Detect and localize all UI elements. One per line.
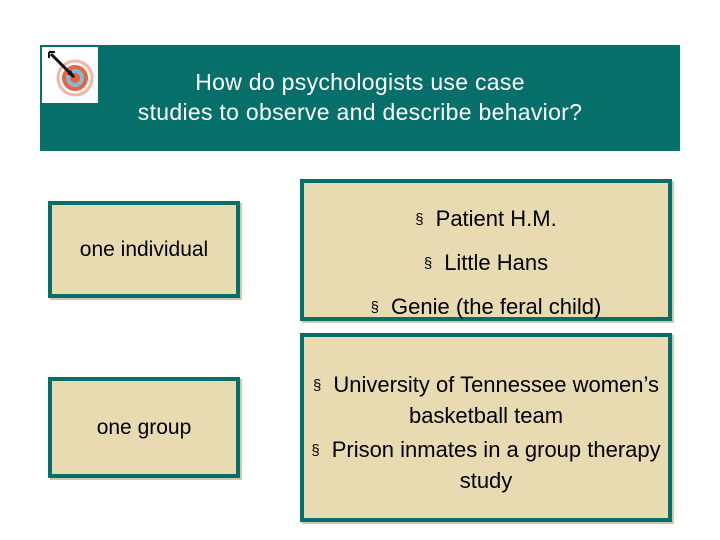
title-bar: [40, 45, 680, 151]
list-item: § Patient H.M.: [415, 206, 557, 231]
one-individual-label: one individual: [79, 237, 209, 261]
one-group-box: [48, 377, 240, 478]
bullet-icon: §: [311, 442, 320, 459]
list-item: § University of Tennessee women’s basketball team: [312, 372, 660, 428]
individual-examples-box: [300, 179, 672, 321]
individual-examples-list: [304, 201, 668, 333]
bullet-icon: §: [415, 211, 424, 228]
bullet-icon: §: [370, 299, 379, 316]
bullet-icon: §: [423, 255, 433, 272]
bullet-icon: §: [312, 377, 322, 394]
one-individual-box: [48, 201, 240, 298]
group-examples-list: [304, 371, 668, 501]
slide-title: How do psychologists use case studies to observe and describe behavior?: [137, 69, 583, 125]
list-item: § Prison inmates in a group therapy study: [311, 437, 661, 493]
list-item: § Genie (the feral child): [370, 294, 602, 319]
group-examples-box: [300, 333, 672, 522]
list-item: § Little Hans: [423, 250, 549, 275]
one-group-label: one group: [96, 415, 192, 439]
